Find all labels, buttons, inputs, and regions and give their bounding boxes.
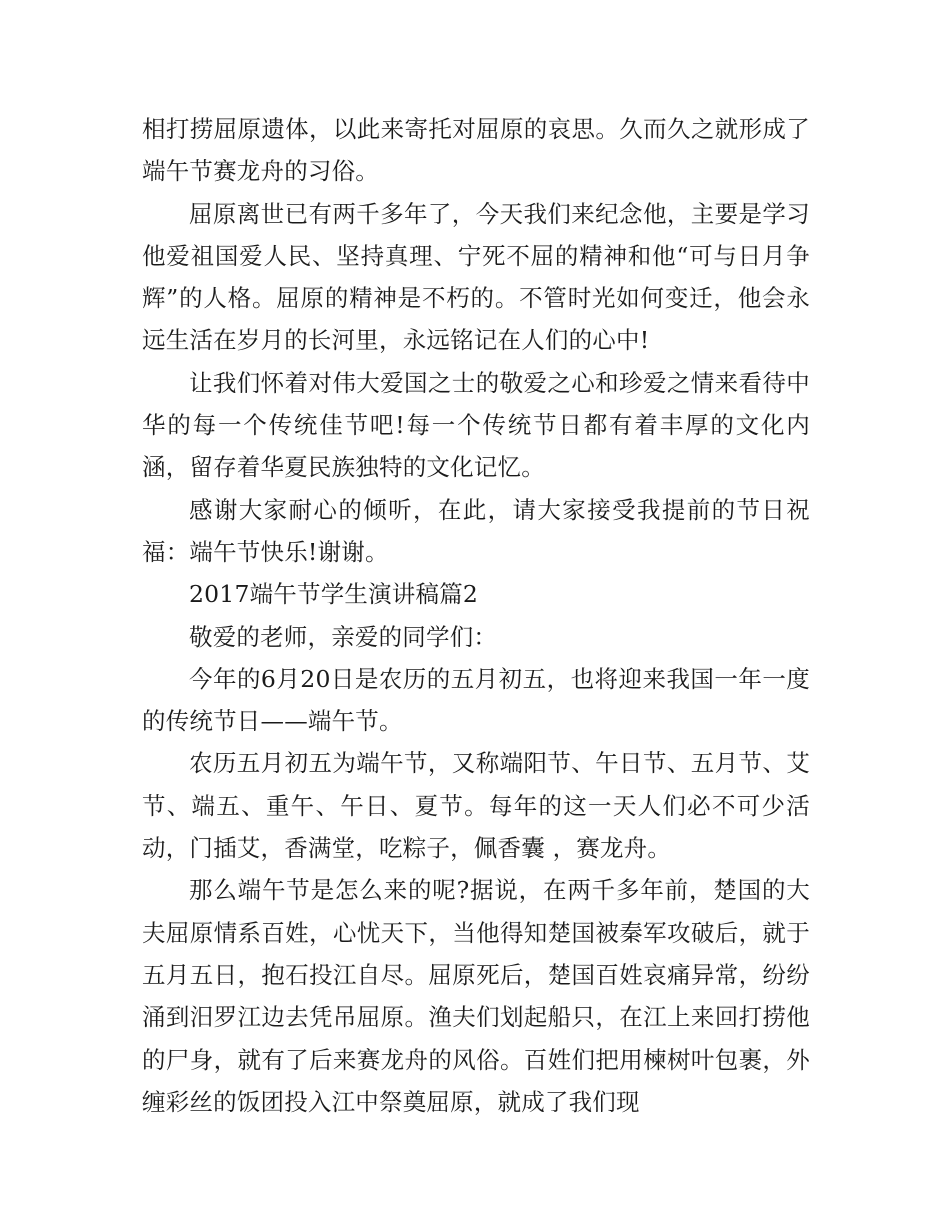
paragraph-2: 屈原离世已有两千多年了，今天我们来纪念他，主要是学习他爱祖国爱人民、坚持真理、宁死不屈的精神和他“可与日月争辉”的人格。屈原的精神是不朽的。不管时光如何变迁，他会永远生活在岁月的长河里，永远铭记在人们的心中! [142, 199, 810, 355]
document-body [142, 108, 810, 1123]
section-heading: 2017端午节学生演讲稿篇2 [189, 580, 479, 609]
paragraph-5: 今年的6月20日是农历的五月初五，也将迎来我国一年一度的传统节日——端午节。 [142, 664, 810, 736]
paragraph-7: 那么端午节是怎么来的呢?据说，在两千多年前，楚国的大夫屈原情系百姓，心忧天下，当他得知楚国被秦军攻破后，就于五月五日，抱石投江自尽。屈原死后，楚国百姓哀痛异常，纷纷涌到汨罗江边去凭吊屈原。渔夫们划起船只，在江上来回打捞他的尸身，就有了后来赛龙舟的风俗。百姓们把用楝树叶包裹，外缠彩丝的饭团投入江中祭奠屈原，就成了我们现 [142, 876, 810, 1116]
paragraph-6: 农历五月初五为端午节，又称端阳节、午日节、五月节、艾节、端五、重午、午日、夏节。每年的这一天人们必不可少活动，门插艾，香满堂，吃粽子，佩香囊 ，赛龙舟。 [142, 749, 810, 863]
paragraph-1: 相打捞屈原遗体，以此来寄托对屈原的哀思。久而久之就形成了端午节赛龙舟的习俗。 [142, 115, 810, 186]
paragraph-4: 感谢大家耐心的倾听，在此，请大家接受我提前的节日祝福：端午节快乐!谢谢。 [142, 495, 810, 566]
salutation: 敬爱的老师，亲爱的同学们： [189, 622, 498, 651]
paragraph-3: 让我们怀着对伟大爱国之士的敬爱之心和珍爱之情来看待中华的每一个传统佳节吧!每一个传统节日都有着丰厚的文化内涵，留存着华夏民族独特的文化记忆。 [142, 368, 810, 482]
